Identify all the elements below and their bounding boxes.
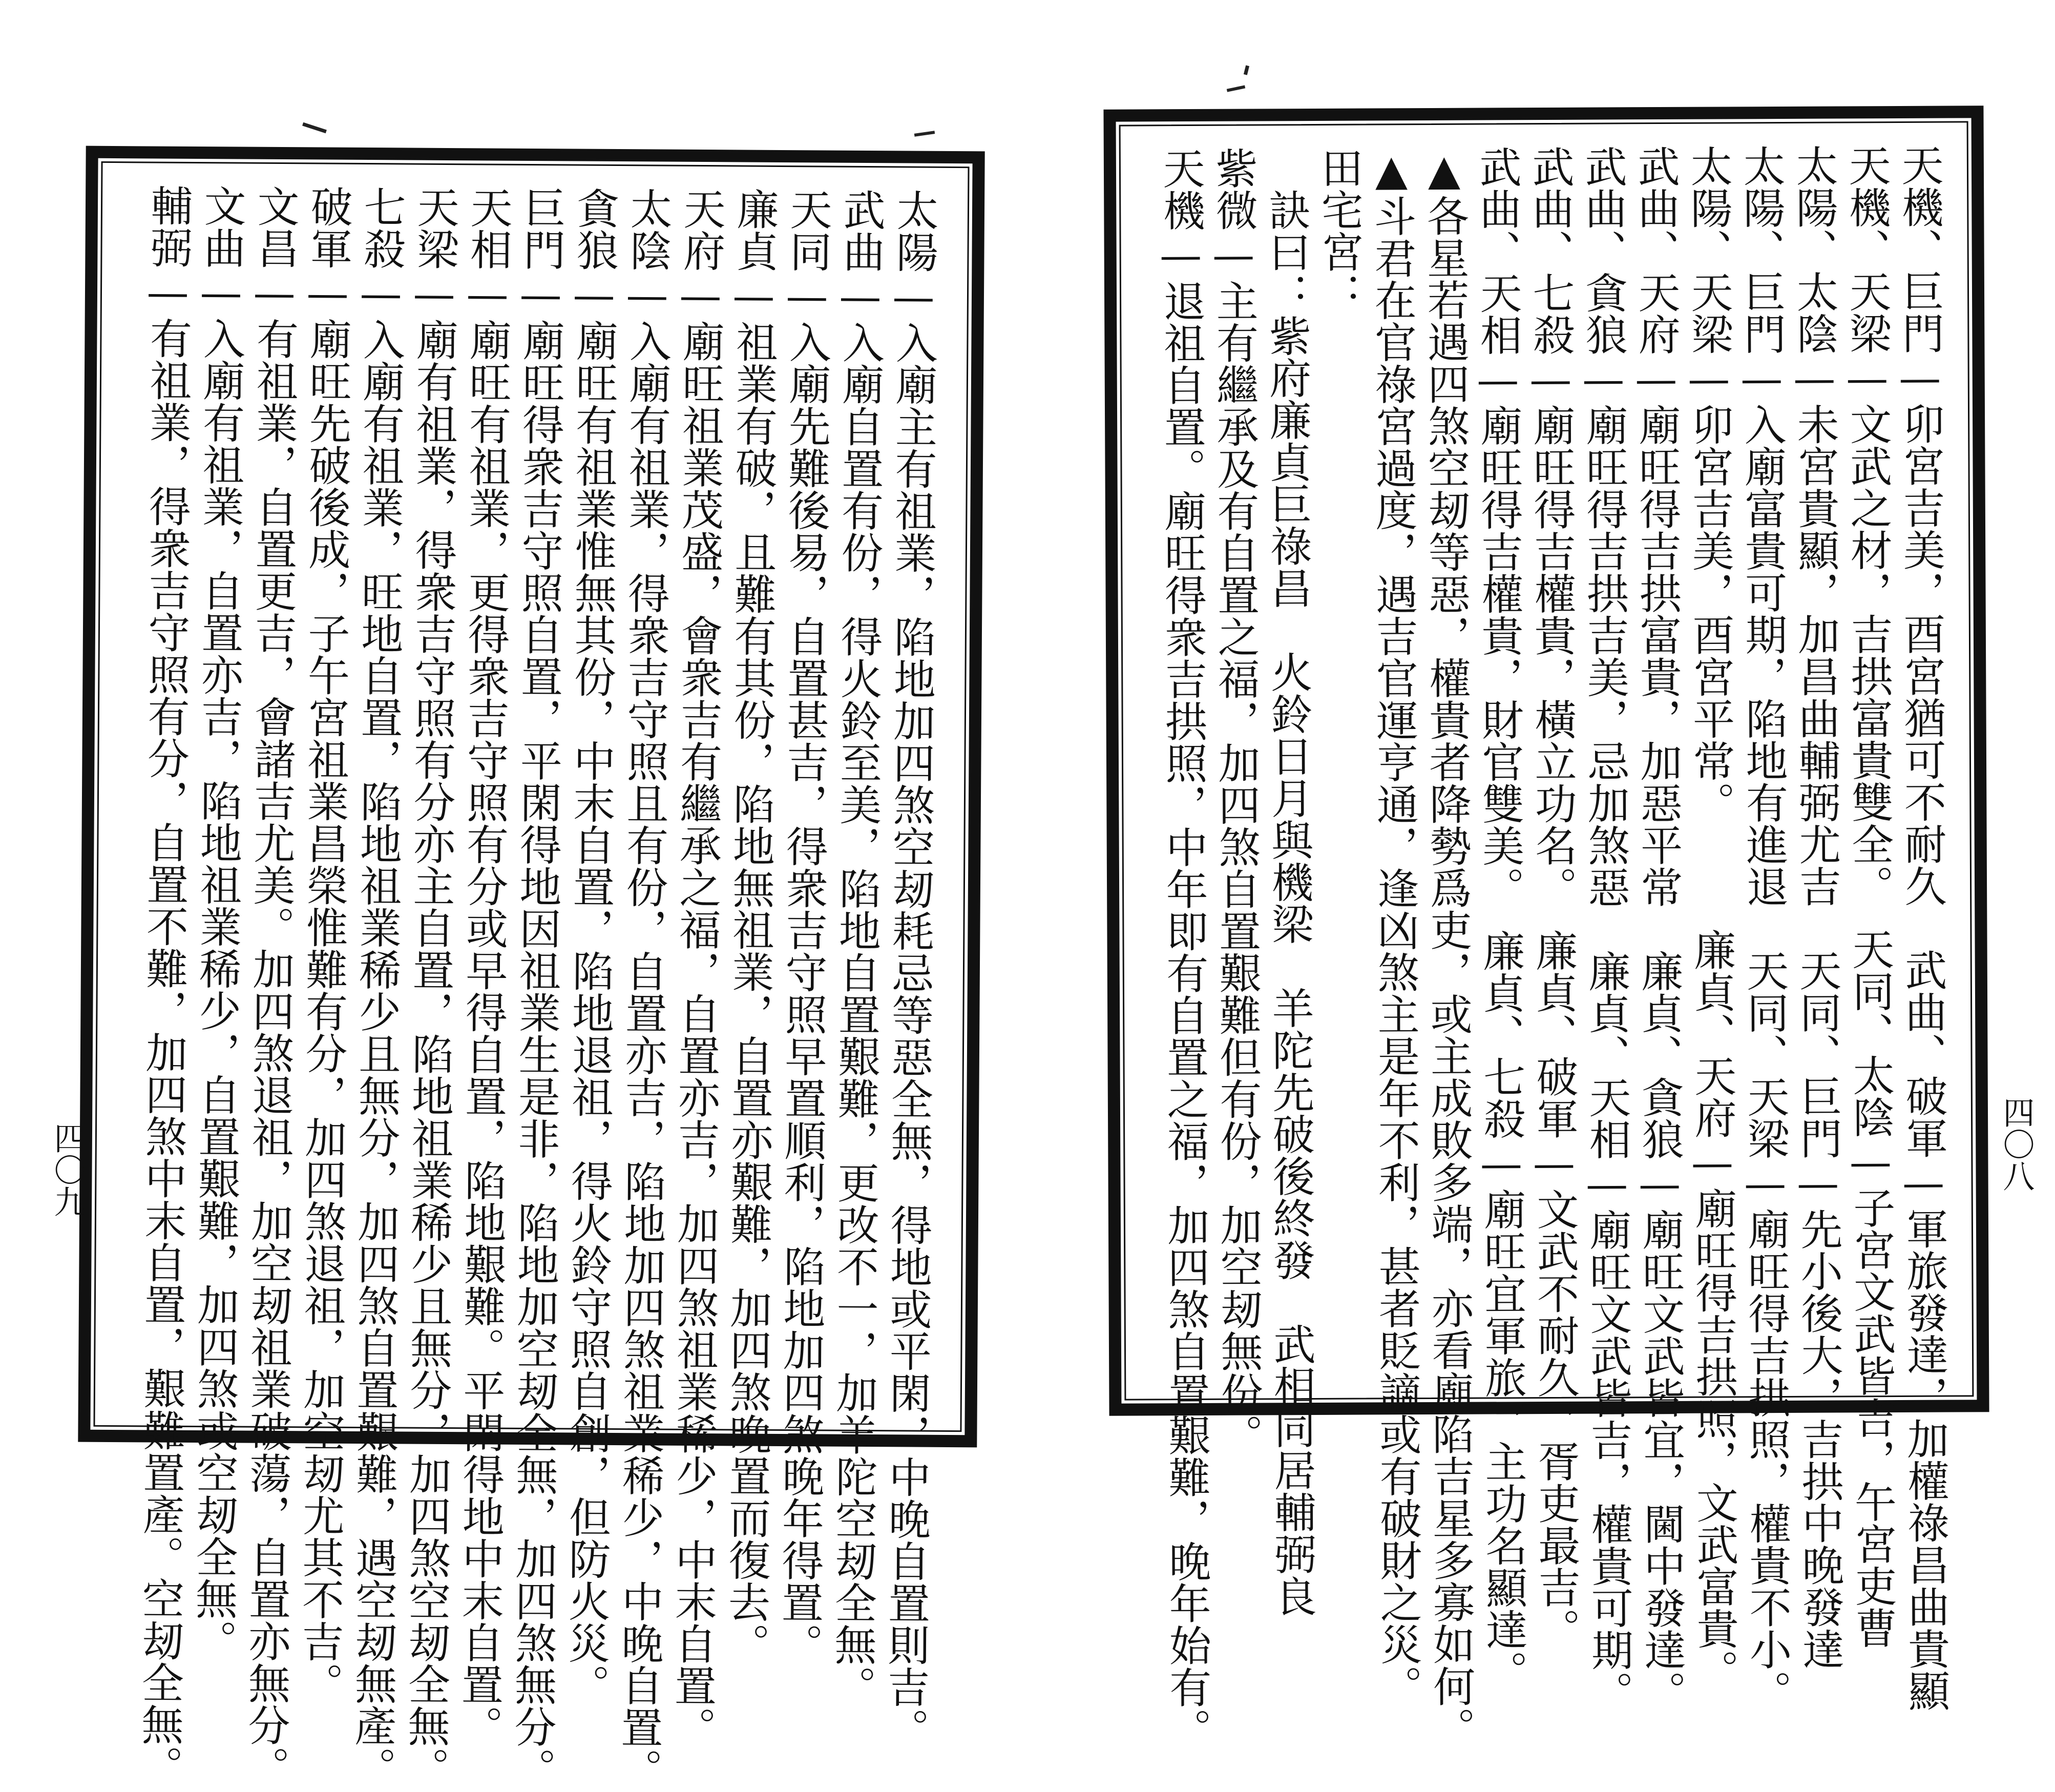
text-column: 太陽、太陰—未宮貴顯，加昌曲輔弼尤吉 天同、巨門—先小後大，吉拱中晚發達 <box>1789 144 1844 1670</box>
note-column: ▲各星若遇四煞空刼等惡，權貴者降勢爲吏，或主成敗多端，亦看廟陷吉星多寡如何。 <box>1419 145 1476 1749</box>
scan-mark <box>1244 65 1249 75</box>
verse-column: 訣曰：紫府廉貞巨祿昌 火鈴日月與機梁 羊陀先破後終發 武相同居輔弼良 <box>1261 147 1317 1617</box>
text-column: 武曲、七殺—廟旺得吉權貴，橫立功名。 廉貞、破軍—文武不耐久，胥吏最吉。 <box>1525 145 1581 1651</box>
text-column: 武曲—入廟自置有份，得火鈴至美，陷地自置艱難，更改不一，加羊陀空刼全無。 <box>827 188 886 1708</box>
text-column: 巨門—廟旺得衆吉守照自置，平閑得地因祖業生是非，陷地加空刼全無，加四煞無分。 <box>507 186 566 1790</box>
text-column: 天府—廟旺祖業茂盛，會衆吉有繼承之福，自置亦吉，加四煞祖業稀少，中末自置。 <box>667 187 726 1749</box>
page-number-left: 四〇九 <box>49 1122 86 1217</box>
section-heading: 田宅宮： <box>1314 146 1364 315</box>
text-column: 武曲、貪狼—廟旺得吉拱吉美，忌加煞惡 廉貞、天相—廟旺文武皆吉，權貴可期。 <box>1578 145 1634 1713</box>
text-column: 天機、天梁—文武之材，吉拱富貴雙全。 天同、太陰—子宮文武皆吉，午宮吏曹 <box>1841 144 1897 1649</box>
text-column: 天機—退祖自置。廟旺得衆吉拱照，中年即有自置之福，加四煞自置艱難，晚年始有。 <box>1156 147 1212 1751</box>
text-column: 太陽—入廟主有祖業，陷地加四煞空刼耗忌等惡全無，得地或平閑，中晚自置則吉。 <box>880 189 939 1750</box>
text-column: 破軍—廟旺先破後成，子午宮祖業昌榮惟難有分，加四煞退祖，加空刼尤其不吉。 <box>295 185 353 1704</box>
text-column: 紫微—主有繼承及有自置之福，加四煞自置艱難但有份，加空刼無份。 <box>1208 147 1263 1456</box>
text-column: 貪狼—廟旺有祖業惟無其份，中末自置，陷地退祖，得火鈴守照自創，但防火災。 <box>561 186 619 1706</box>
text-column: 太陽、巨門—入廟富貴可期，陷地有進退 天同、天梁—廟旺得吉拱照，權貴不小。 <box>1736 144 1792 1713</box>
note-column: ▲斗君在官祿宮過度，遇吉官運亨通，逢凶煞主是年不利，甚者貶謫或有破財之災。 <box>1367 146 1423 1707</box>
text-column: 天同—入廟先難後易，自置甚吉，得衆吉守照早置順利，陷地加四煞晚年得置。 <box>774 187 832 1665</box>
text-column: 輔弼—有祖業，得衆吉守照有分，自置不難，加四煞中末自置，艱難置產。空刼全無。 <box>134 184 193 1787</box>
right-page-frame <box>1103 106 1989 1751</box>
scan-mark <box>302 122 327 133</box>
text-column: 七殺—入廟有祖業，旺地自置，陷地祖業稀少且無分，加四煞自置艱難，遇空刼無產。 <box>347 185 406 1789</box>
left-page-frame <box>78 146 984 1790</box>
scan-mark <box>1227 85 1245 92</box>
text-column: 武曲、天相—廟旺得吉權貴，財官雙美。 廉貞、七殺—廟旺宜軍旅，主功名顯達。 <box>1472 145 1528 1693</box>
text-column: 文曲—入廟有祖業，自置亦吉，陷地祖業稀少，自置艱難，加四煞或空刼全無。 <box>188 184 246 1662</box>
text-column: 太陽、天梁—卯宮吉美，酉宮平常。 廉貞、天府—廟旺得吉拱照，文武富貴。 <box>1683 144 1739 1692</box>
text-column: 天梁—廟有祖業，得衆吉守照有分亦主自置，陷地祖業稀少且無分，加四煞空刼全無。 <box>401 185 459 1789</box>
text-column: 天相—廟旺有祖業，更得衆吉守照有分或早得自置，陷地艱難。平閑得地中末自置。 <box>454 186 513 1747</box>
page-number-right: 四〇八 <box>1998 1096 2035 1192</box>
scan-mark <box>914 131 935 137</box>
text-column: 廉貞—祖業有破，且難有其份，陷地無祖業，自置亦艱難，加四煞晚置而復去。 <box>721 187 779 1665</box>
text-column: 武曲、天府—廟旺得吉拱富貴，加惡平常 廉貞、貪狼—廟旺文武皆宜，閫中發達。 <box>1630 144 1687 1713</box>
text-column: 文昌—有祖業，自置更吉，會諸吉尤美。加四煞退祖，加空刼祖業破蕩，自置亦無分。 <box>241 184 300 1788</box>
text-column: 天機、巨門—卯宮吉美，酉宮猶可不耐久 武曲、破軍—軍旅發達，加權祿昌曲貴顯 <box>1894 143 1951 1712</box>
text-column: 太陰—入廟有祖業，得衆吉守照且有份，自置亦吉，陷地加四煞祖業稀少，中晚自置。 <box>614 187 673 1790</box>
